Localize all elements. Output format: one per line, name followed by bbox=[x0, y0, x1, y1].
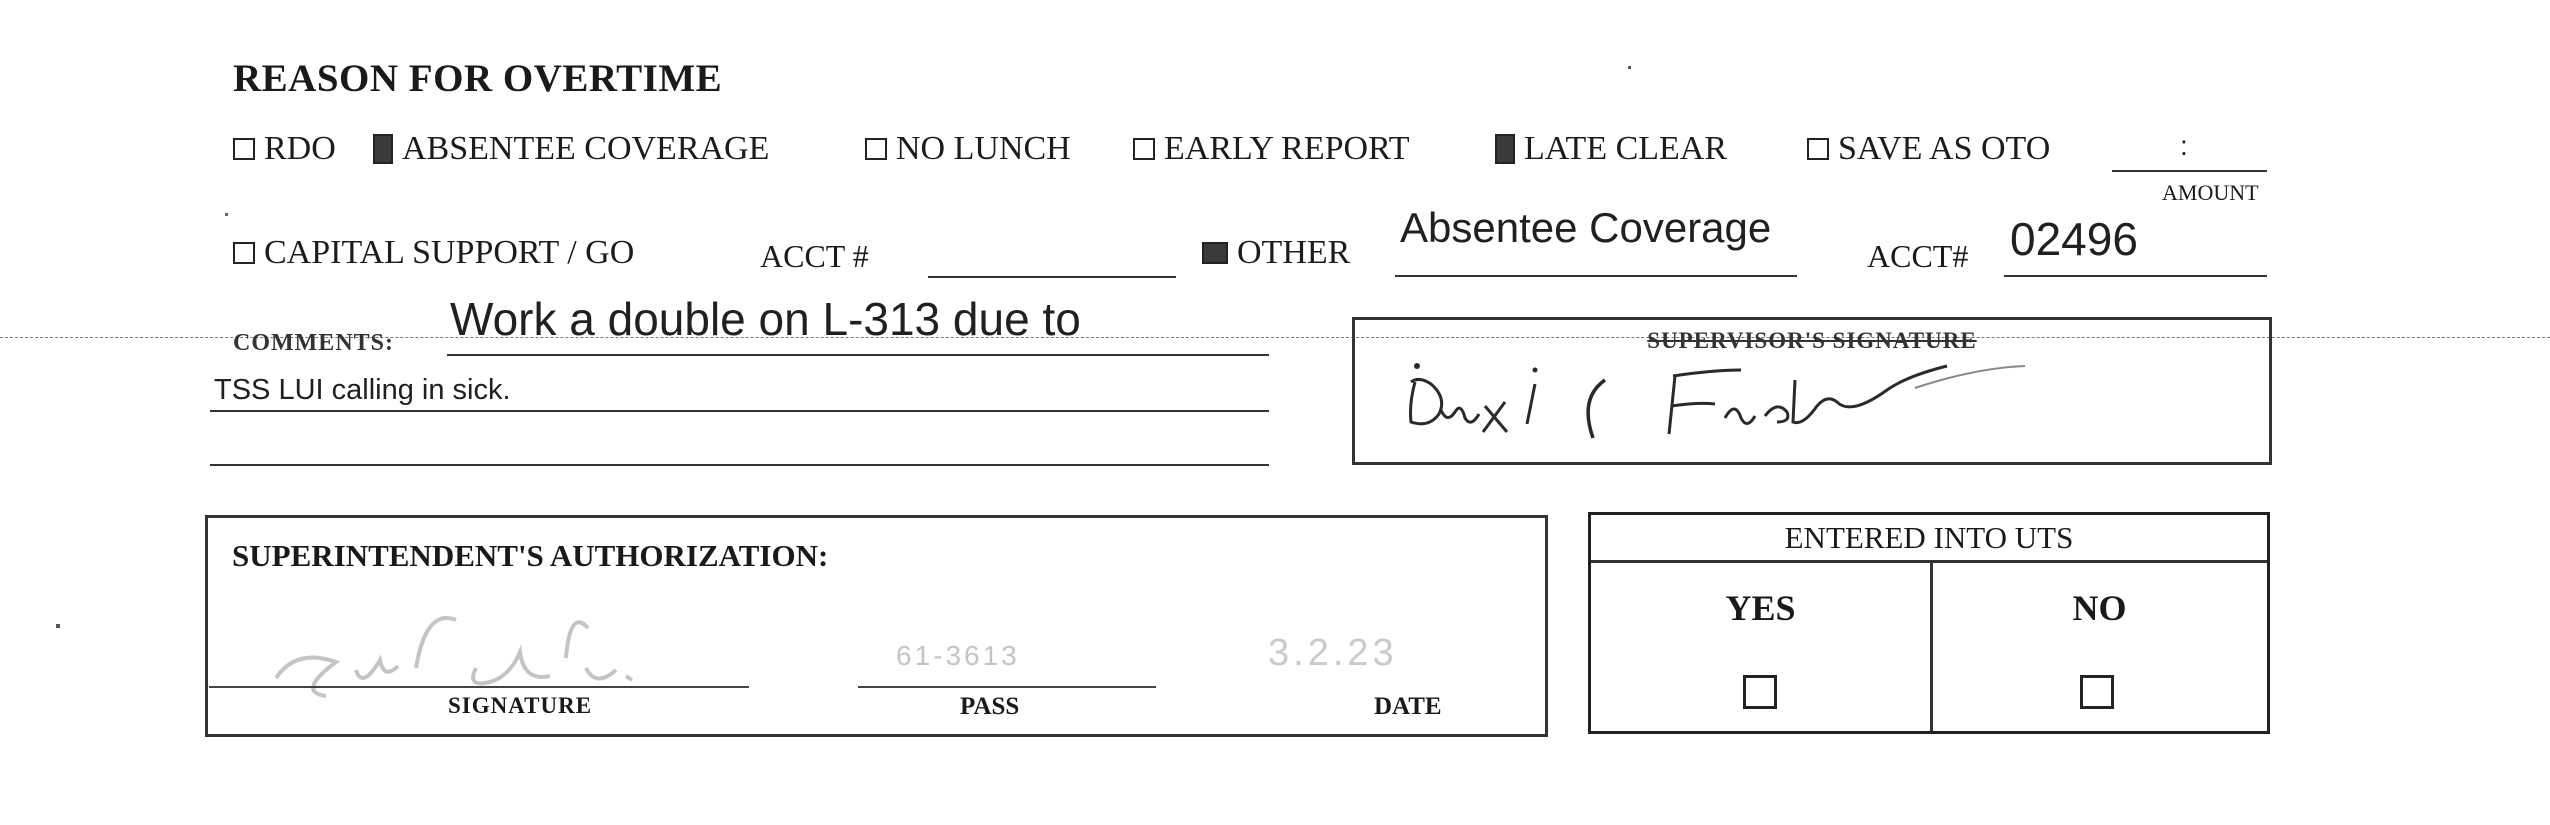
signature-label: SIGNATURE bbox=[448, 693, 593, 718]
comments-line1[interactable]: Work a double on L-313 due to bbox=[450, 293, 1081, 345]
rdo-checkbox[interactable] bbox=[233, 138, 255, 160]
other-label: OTHER bbox=[1237, 234, 1351, 271]
pass-line bbox=[858, 686, 1156, 688]
capital-support-checkbox[interactable] bbox=[233, 242, 255, 264]
option-rdo[interactable] bbox=[233, 130, 373, 168]
acct-label: ACCT # bbox=[760, 238, 869, 274]
amount-colon: : bbox=[2180, 130, 2188, 161]
pass-value[interactable]: 61-3613 bbox=[896, 640, 1020, 671]
capital-support-label: CAPITAL SUPPORT / GO bbox=[264, 234, 635, 271]
early-report-checkbox[interactable] bbox=[1133, 138, 1155, 160]
comments-line2[interactable]: TSS LUI calling in sick. bbox=[214, 374, 511, 406]
uts-yes-label: YES bbox=[1725, 588, 1796, 628]
option-early-report[interactable] bbox=[1133, 130, 1495, 168]
option-capital-support[interactable] bbox=[233, 234, 634, 272]
uts-no-checkbox[interactable] bbox=[2080, 675, 2114, 709]
acct2-value[interactable]: 02496 bbox=[2010, 213, 2138, 265]
uts-no-label: NO bbox=[2072, 588, 2127, 628]
absentee-coverage-checkbox[interactable] bbox=[373, 134, 393, 164]
date-value[interactable]: 3.2.23 bbox=[1268, 632, 1398, 674]
option-late-clear[interactable] bbox=[1495, 130, 1807, 168]
acct2-input-line bbox=[2004, 275, 2267, 277]
other-checkbox[interactable] bbox=[1202, 242, 1228, 264]
amount-label: AMOUNT bbox=[2162, 180, 2259, 205]
option-absentee-coverage[interactable] bbox=[373, 130, 865, 168]
other-value[interactable]: Absentee Coverage bbox=[1400, 204, 1772, 251]
option-other[interactable] bbox=[1202, 234, 1350, 272]
form-title: REASON FOR OVERTIME bbox=[233, 57, 723, 100]
supervisor-signature bbox=[1355, 320, 2269, 462]
superintendent-signature-graphic bbox=[236, 598, 756, 698]
early-report-label: EARLY REPORT bbox=[1164, 130, 1410, 167]
comments-underline-3 bbox=[210, 464, 1269, 466]
late-clear-label: LATE CLEAR bbox=[1524, 130, 1728, 167]
save-as-oto-checkbox[interactable] bbox=[1807, 138, 1829, 160]
uts-yes-checkbox[interactable] bbox=[1743, 675, 1777, 709]
no-lunch-label: NO LUNCH bbox=[896, 130, 1071, 167]
date-label: DATE bbox=[1374, 693, 1442, 720]
save-as-oto-label: SAVE AS OTO bbox=[1838, 130, 2051, 167]
option-no-lunch[interactable] bbox=[865, 130, 1133, 168]
absentee-coverage-label: ABSENTEE COVERAGE bbox=[402, 130, 770, 167]
superintendent-authorization-box[interactable] bbox=[205, 515, 1548, 737]
superintendent-signature bbox=[236, 598, 756, 698]
comments-underline-1 bbox=[447, 354, 1269, 356]
entered-into-uts-box bbox=[1588, 512, 2270, 734]
superintendent-label: SUPERINTENDENT'S AUTHORIZATION: bbox=[232, 538, 829, 573]
option-save-as-oto[interactable] bbox=[1807, 130, 2050, 168]
amount-line[interactable] bbox=[2112, 170, 2267, 172]
supervisor-signature-box[interactable] bbox=[1352, 317, 2272, 465]
rdo-label: RDO bbox=[264, 130, 336, 167]
acct2-label: ACCT# bbox=[1867, 238, 1969, 274]
late-clear-checkbox[interactable] bbox=[1495, 134, 1515, 164]
overtime-reason-options bbox=[233, 125, 2050, 173]
supervisor-signature-graphic bbox=[1355, 320, 2269, 462]
pass-label: PASS bbox=[960, 693, 1020, 720]
other-input-line bbox=[1395, 275, 1797, 277]
acct-input-line[interactable] bbox=[928, 276, 1176, 278]
speck-mark bbox=[56, 624, 60, 628]
speck-mark bbox=[1628, 66, 1631, 69]
comments-label: COMMENTS: bbox=[233, 330, 394, 356]
speck-mark bbox=[225, 213, 228, 216]
no-lunch-checkbox[interactable] bbox=[865, 138, 887, 160]
signature-line bbox=[209, 686, 749, 688]
uts-header: ENTERED INTO UTS bbox=[1591, 515, 2267, 563]
comments-underline-2 bbox=[210, 410, 1269, 412]
supervisor-signature-label: SUPERVISOR'S SIGNATURE bbox=[1647, 328, 1977, 353]
